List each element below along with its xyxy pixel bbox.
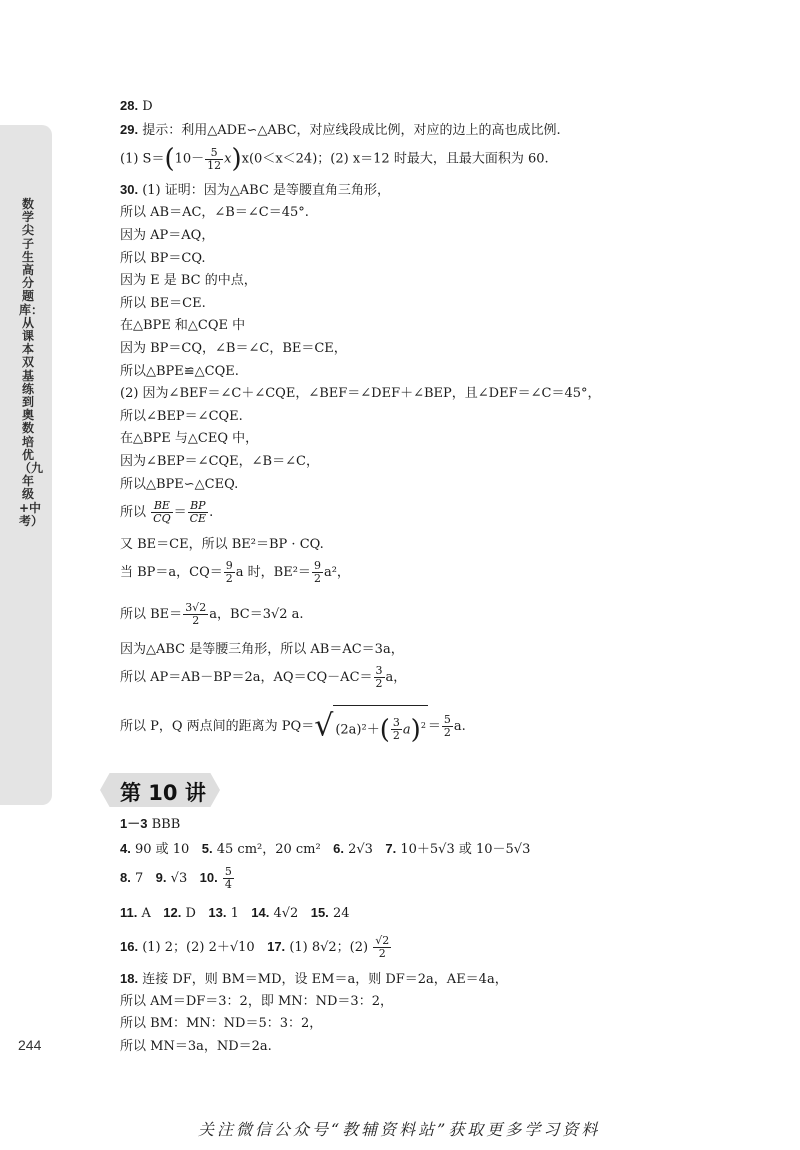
- proof-line: (2) 因为∠BEF＝∠C＋∠CQE，∠BEF＝∠DEF＋∠BEP，且∠DEF＝∠C＝45°，: [120, 386, 601, 401]
- proof-line: 因为 E 是 BC 的中点，: [120, 273, 257, 288]
- proof-text: a²，: [323, 565, 350, 580]
- hint-text: 提示：利用△ADE∽△ABC，对应线段成比例，对应的边上的高也成比例.: [142, 123, 561, 138]
- answer-18-line: 所以 AM＝DF＝3：2，即 MN：ND＝3：2，: [120, 994, 393, 1009]
- answer-18-line: 所以 BM：MN：ND＝5：3：2，: [120, 1016, 323, 1031]
- proof-line-be: [120, 602, 304, 628]
- question-number: 30.: [120, 182, 139, 197]
- fraction: [223, 866, 234, 891]
- denominator: 2: [192, 614, 200, 627]
- answer-18-line: [120, 971, 508, 988]
- question-number: 5.: [201, 841, 213, 856]
- question-number: 18.: [120, 971, 139, 986]
- proof-text: a 时，BE²＝: [235, 565, 311, 580]
- answer-text: 90 或 10: [134, 842, 190, 857]
- proof-line: 所以 AB＝AC，∠B＝∠C＝45°.: [120, 205, 309, 220]
- square-root: [314, 705, 428, 748]
- question-number: 16.: [120, 939, 139, 954]
- answers-16-17: [120, 932, 392, 963]
- fraction: [188, 500, 208, 525]
- denominator: CE: [189, 512, 207, 525]
- proof-line-ap: [120, 665, 406, 691]
- answer-text: (1) 2；(2) 2＋√10: [142, 940, 255, 955]
- lecture-title: 第 10 讲: [120, 781, 206, 805]
- question-number: 8.: [120, 870, 131, 885]
- proof-text: a，: [385, 670, 407, 685]
- proof-text: 当 BP＝a，CQ＝: [120, 565, 223, 580]
- answers-1-3: [120, 816, 180, 833]
- fraction: [373, 935, 391, 960]
- equals: ＝: [427, 719, 441, 735]
- proof-text: 所以 P，Q 两点间的距离为 PQ＝: [120, 719, 315, 735]
- fraction: [183, 602, 208, 627]
- fraction: [391, 717, 402, 742]
- fraction: [374, 665, 385, 690]
- answers-4-7: [120, 841, 530, 858]
- proof-text: a，BC＝3√2 a.: [209, 607, 304, 622]
- proof-line: 所以△BPE∽△CEQ.: [120, 477, 239, 492]
- variable: x: [224, 151, 232, 167]
- answer-text: D: [185, 906, 196, 921]
- proof-line: 所以 BE＝CE.: [120, 296, 206, 311]
- footer-watermark-text: 关注微信公众号“教辅资料站”获取更多学习资料: [198, 1120, 601, 1139]
- numerator: 3√2: [185, 601, 207, 614]
- lecture-heading: [100, 773, 220, 807]
- question-number: 15.: [310, 905, 329, 920]
- page-number: 244: [18, 1037, 42, 1053]
- denominator: 4: [224, 878, 232, 891]
- fraction: [224, 560, 235, 585]
- answer-text: 10＋5√3 或 10－5√3: [400, 842, 531, 857]
- answer-text: 连接 DF，则 BM＝MD，设 EM＝a，则 DF＝2a，AE＝4a，: [142, 972, 508, 987]
- denominator: 2: [392, 729, 400, 743]
- solution-text: 10－: [174, 151, 205, 167]
- left-paren: (: [164, 144, 175, 174]
- question-number: 14.: [251, 905, 270, 920]
- proof-line: 因为∠BEP＝∠CQE，∠B＝∠C，: [120, 454, 319, 469]
- fraction: [442, 714, 453, 739]
- numerator: 3: [392, 716, 400, 730]
- denominator: 2: [375, 677, 383, 690]
- question-number: 17.: [267, 939, 286, 954]
- fraction: [151, 500, 172, 525]
- question-number: 4.: [120, 841, 131, 856]
- answer-text: 24: [332, 906, 350, 921]
- proof-line: 在△BPE 与△CEQ 中，: [120, 431, 259, 446]
- proof-line: 所以∠BEP＝∠CQE.: [120, 409, 243, 424]
- proof-text: 所以 BE＝: [120, 607, 183, 622]
- proof-line: 又 BE＝CE，所以 BE²＝BP · CQ.: [120, 537, 324, 552]
- answer-18-line: 所以 MN＝3a，ND＝2a.: [120, 1039, 272, 1054]
- proof-line: 因为△ABC 是等腰三角形，所以 AB＝AC＝3a，: [120, 642, 404, 657]
- proof-line: 因为 BP＝CQ，∠B＝∠C，BE＝CE，: [120, 341, 347, 356]
- denominator: 2: [378, 947, 386, 960]
- exponent: 2: [420, 721, 426, 730]
- question-number: 9.: [155, 870, 167, 885]
- question-number: 28.: [120, 98, 139, 113]
- proof-line: 所以△BPE≌△CQE.: [120, 364, 239, 379]
- answer-29-hint: [120, 122, 561, 139]
- numerator: BE: [151, 500, 172, 513]
- period: .: [209, 505, 214, 520]
- equals: ＝: [173, 505, 187, 520]
- answer-text: A: [141, 906, 151, 921]
- proof-text: (1) 证明：因为△ABC 是等腰直角三角形，: [142, 183, 391, 198]
- variable: a: [402, 722, 411, 738]
- proof-line-ratio: [120, 500, 213, 526]
- fraction: [312, 560, 323, 585]
- answer-30-line: [120, 182, 390, 199]
- denominator: 2: [443, 726, 451, 740]
- question-number: 29.: [120, 122, 139, 137]
- question-number: 10.: [199, 870, 218, 885]
- denominator: 2: [313, 572, 321, 585]
- right-paren: ): [231, 144, 242, 174]
- radicand-text: (2a)²＋: [335, 722, 380, 738]
- radical-sign-icon: √: [314, 708, 334, 744]
- proof-line-pq: [120, 705, 466, 748]
- book-title-vertical: 数学尖子生高分题库：从课本双基练到奥数培优（九年级+中考）: [19, 197, 44, 528]
- radicand: [333, 705, 428, 748]
- question-number: 7.: [385, 841, 397, 856]
- answer-29-solution: [120, 144, 549, 175]
- proof-line: 所以 BP＝CQ.: [120, 251, 206, 266]
- answer-text: BBB: [151, 817, 181, 832]
- question-number: 11.: [120, 905, 138, 920]
- question-number: 6.: [333, 841, 344, 856]
- answer-text: 4√2: [273, 906, 299, 921]
- question-number: 13.: [208, 905, 227, 920]
- question-number: 1－3: [120, 816, 148, 831]
- answer-text: 45 cm²，20 cm²: [216, 842, 321, 857]
- denominator: 12: [207, 158, 222, 172]
- answer-28: [120, 98, 153, 115]
- numerator: 5: [205, 147, 223, 160]
- numerator: 5: [443, 713, 451, 727]
- answer-text: (1) 8√2；(2): [289, 940, 369, 955]
- answers-8-10: [120, 863, 235, 894]
- answer-text: √3: [170, 871, 188, 886]
- proof-line-substitute: [120, 560, 350, 586]
- proof-line: 在△BPE 和△CQE 中: [120, 318, 246, 333]
- numerator: 9: [313, 559, 321, 572]
- right-paren: ): [410, 714, 421, 745]
- answer-text: 7: [134, 871, 144, 886]
- answers-11-15: [120, 905, 349, 922]
- answer-text: 2√3: [348, 842, 373, 857]
- solution-text: x(0＜x＜24)；(2) x＝12 时最大，且最大面积为 60.: [241, 151, 549, 167]
- numerator: 3: [375, 664, 383, 677]
- solution-text: (1) S＝: [120, 151, 165, 167]
- answer-text: 1: [230, 906, 239, 921]
- fraction: [205, 147, 223, 172]
- denominator: CQ: [153, 512, 171, 525]
- numerator: BP: [188, 500, 208, 513]
- answer-text: D: [142, 99, 153, 114]
- left-paren: (: [379, 714, 390, 745]
- numerator: √2: [375, 934, 390, 947]
- question-number: 12.: [163, 905, 182, 920]
- proof-text: 所以: [120, 505, 147, 520]
- numerator: 5: [224, 865, 232, 878]
- proof-text: a.: [453, 719, 466, 735]
- denominator: 2: [225, 572, 233, 585]
- numerator: 9: [225, 559, 233, 572]
- proof-line: 因为 AP＝AQ，: [120, 228, 215, 243]
- proof-text: 所以 AP＝AB－BP＝2a，AQ＝CQ－AC＝: [120, 670, 373, 685]
